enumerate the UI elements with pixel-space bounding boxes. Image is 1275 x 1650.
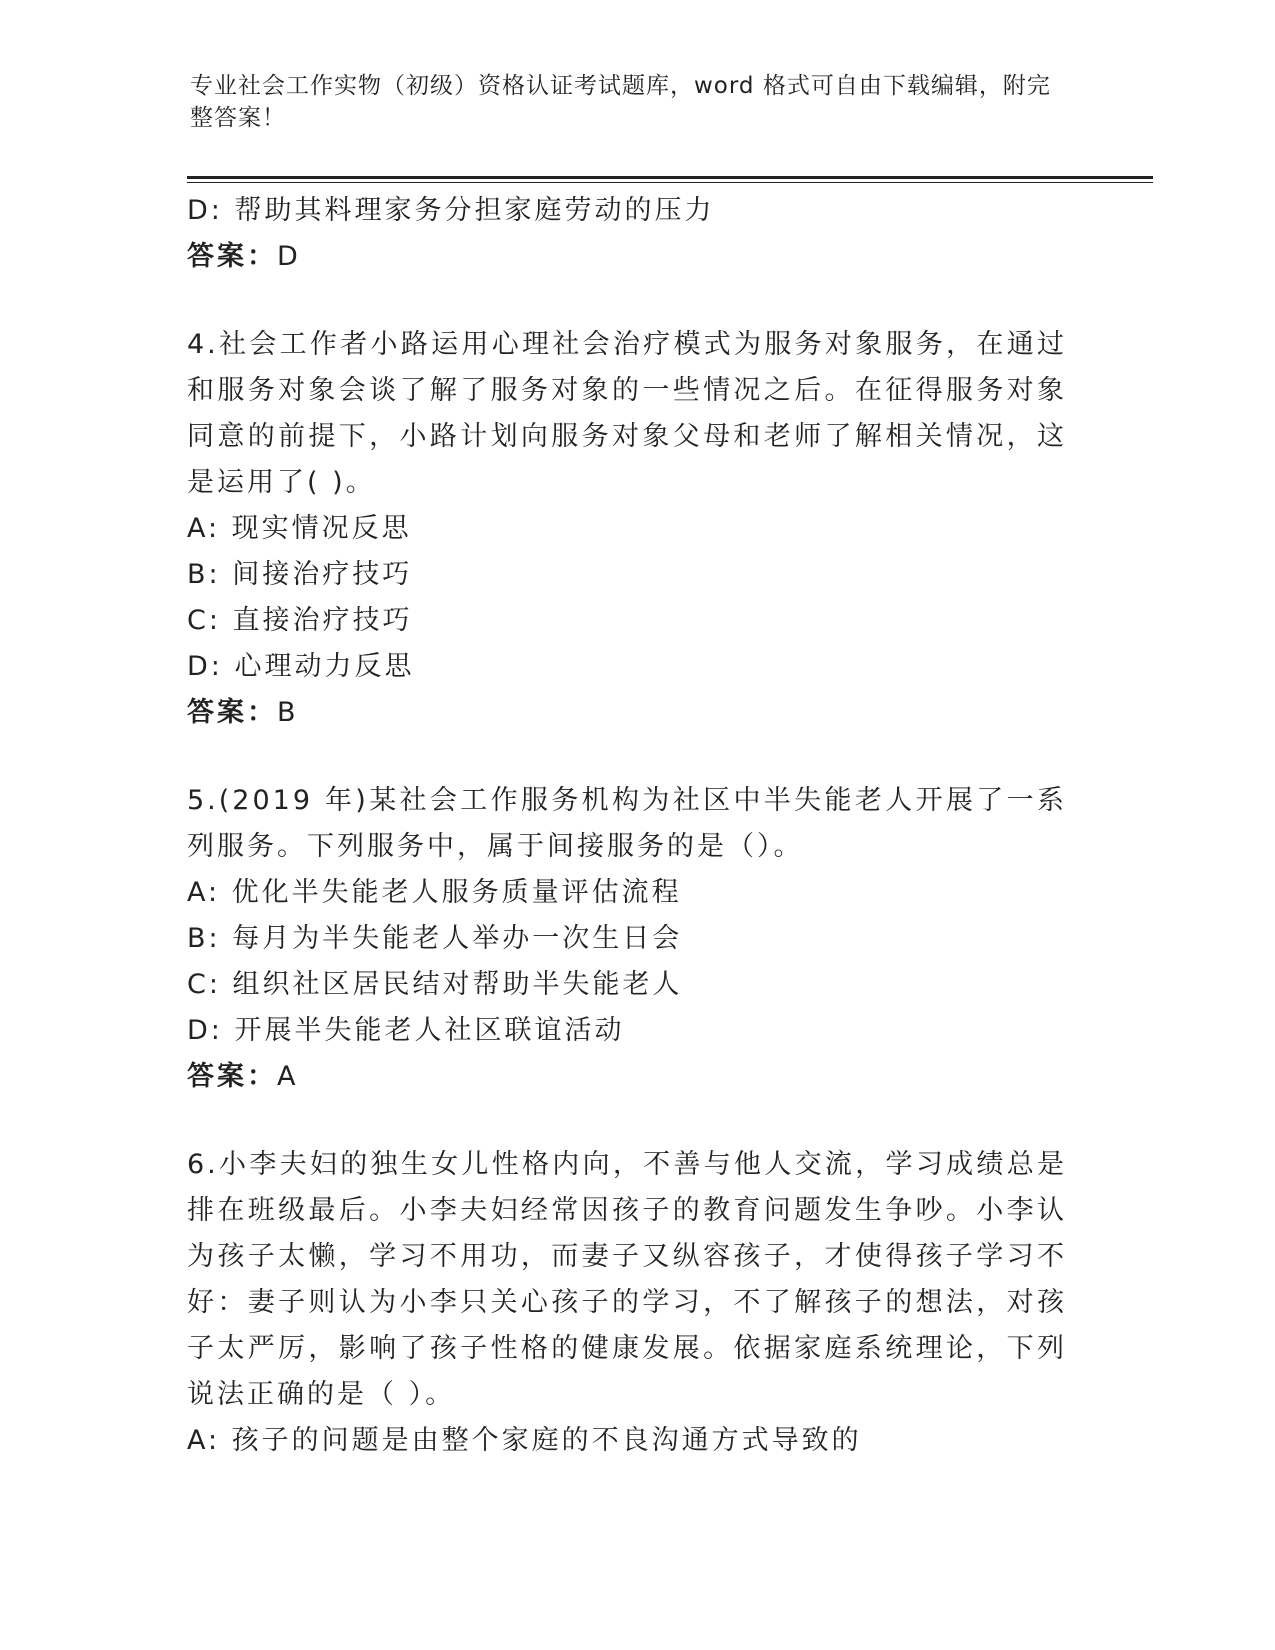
answer-value: B [277,697,299,728]
question-5-option-d: D: 开展半失能老人社区联谊活动 [187,1015,625,1046]
question-4-option-c: C: 直接治疗技巧 [187,605,413,636]
question-4-option-d: D: 心理动力反思 [187,651,415,682]
page-header: 专业社会工作实物（初级）资格认证考试题库，word 格式可自由下载编辑，附完整答案！ [190,73,1051,131]
prev-question-option-d: D: 帮助其料理家务分担家庭劳动的压力 [187,195,715,226]
header-rule-thin [187,182,1153,183]
question-4-stem: 4.社会工作者小路运用心理社会治疗模式为服务对象服务，在通过和服务对象会谈了解了服务对象的一些情况之后。在征得服务对象同意的前提下，小路计划向服务对象父母和老师了解相关情况，这是运用了( )。 [187,329,1067,498]
answer-label: 答案： [187,241,277,272]
answer-label: 答案： [187,697,277,728]
answer-value: D [277,241,301,272]
answer-value: A [277,1061,299,1092]
question-5-option-c: C: 组织社区居民结对帮助半失能老人 [187,969,683,1000]
question-4-answer [187,690,1077,736]
prev-question-answer [187,234,1077,280]
question-6-stem: 6.小李夫妇的独生女儿性格内向，不善与他人交流，学习成绩总是排在班级最后。小李夫妇经常因孩子的教育问题发生争吵。小李认为孩子太懒，学习不用功，而妻子又纵容孩子，才使得孩子学习不好：妻子则认为小李只关心孩子的学习，不了解孩子的想法，对孩子太严厉，影响了孩子性格的健康发展。依据家庭系统理论，下列说法正确的是（ ）。 [187,1149,1067,1410]
question-5-stem: 5.(2019 年)某社会工作服务机构为社区中半失能老人开展了一系列服务。下列服务中，属于间接服务的是（）。 [187,785,1067,862]
question-5-answer [187,1054,1077,1100]
question-4-option-a: A: 现实情况反思 [187,513,412,544]
question-content [187,188,1077,1464]
question-5-option-a: A: 优化半失能老人服务质量评估流程 [187,877,682,908]
question-6-option-a: A: 孩子的问题是由整个家庭的不良沟通方式导致的 [187,1425,862,1456]
answer-label: 答案： [187,1061,277,1092]
header-rule-thick [187,176,1153,179]
question-5-option-b: B: 每月为半失能老人举办一次生日会 [187,923,683,954]
question-4-option-b: B: 间接治疗技巧 [187,559,413,590]
